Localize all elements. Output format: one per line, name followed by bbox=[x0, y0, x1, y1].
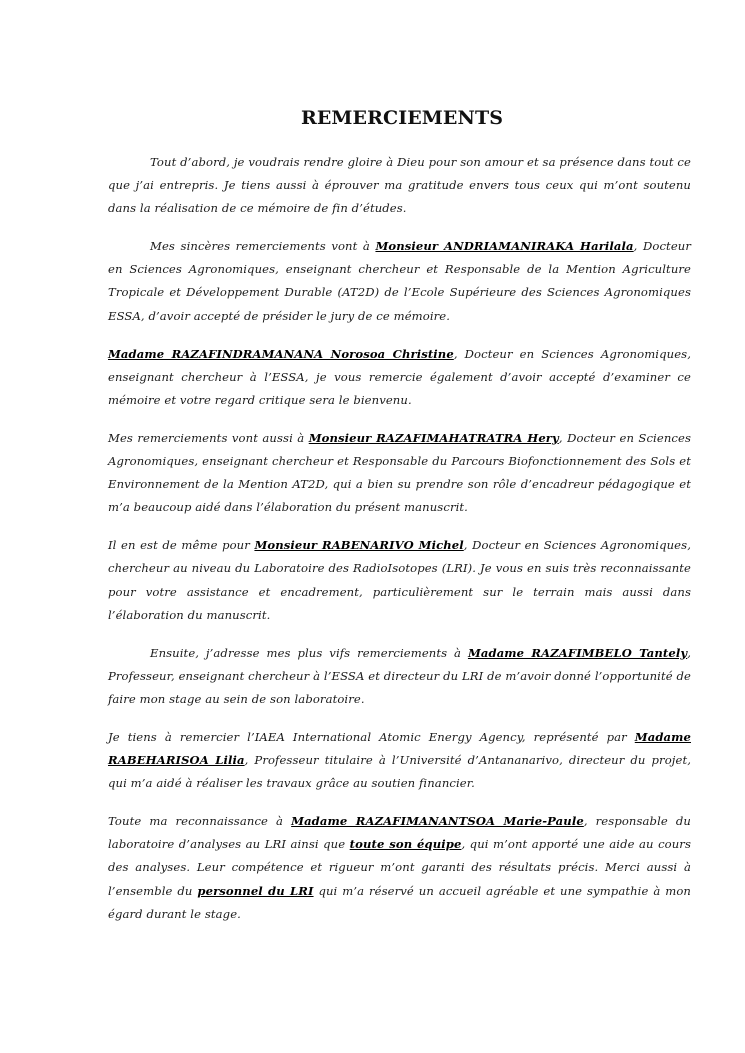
paragraph-2-pre: Mes sincères remerciements vont à bbox=[150, 239, 376, 254]
paragraph-5-pre: Il en est de même pour bbox=[108, 538, 255, 553]
paragraph-5-post: , Docteur en Sciences Agronomiques, chercheur au niveau du Laboratoire des RadioIsotopes (LRI). Je vous en suis très reconnaissante pour votre assistance et encadrement, particulièrement sur le terrain mais aussi dans l’élaboration du manuscrit. bbox=[108, 538, 691, 622]
paragraph-6-pre: Ensuite, j’adresse mes plus vifs remerciements à bbox=[150, 645, 468, 660]
name-razafimanantsoa: Madame RAZAFIMANANTSOA Marie-Paule bbox=[291, 814, 584, 829]
paragraph-6-post: , Professeur, enseignant chercheur à l’ESSA et directeur du LRI de m’avoir donné l’opportunité de faire mon stage au sein de son laboratoire. bbox=[108, 645, 691, 706]
paragraph-2-post: , Docteur en Sciences Agronomiques, enseignant chercheur et Responsable de la Mention Agriculture Tropicale et Développement Durable (AT2D) de l’Ecole Supérieure des Sciences Agronomiques ESSA, d’avoir accepté de présider le jury de ce mémoire. bbox=[108, 239, 691, 323]
paragraph-7-pre: Je tiens à remercier l’IAEA International Atomic Energy Agency, représenté par bbox=[108, 729, 635, 744]
paragraph-4-pre: Mes remerciements vont aussi à bbox=[108, 430, 309, 445]
paragraph-8 bbox=[108, 810, 691, 925]
page-title: REMERCIEMENTS bbox=[300, 107, 504, 129]
name-razafimahatratra: Monsieur RAZAFIMAHATRATRA Hery bbox=[308, 430, 559, 445]
paragraph-5 bbox=[108, 534, 691, 626]
paragraph-2 bbox=[108, 235, 691, 327]
name-rabeharisoa: Madame RABEHARISOA Lilia bbox=[108, 729, 691, 768]
name-andriamaniraka: Monsieur ANDRIAMANIRAKA Harilala bbox=[375, 239, 634, 254]
paragraph-8-post: qui m’a réservé un accueil agréable et une sympathie à mon égard durant le stage. bbox=[108, 883, 691, 921]
staff-mention: personnel du LRI bbox=[197, 883, 314, 898]
paragraph-1-text: Tout d’abord, je voudrais rendre gloire à Dieu pour son amour et sa présence dans tout ce que j’ai entrepris. Je tiens aussi à éprouver ma gratitude envers tous ceux qui m’ont soutenu dans la réalisation de ce mémoire de fin d’études. bbox=[108, 155, 691, 216]
name-rabenarivo: Monsieur RABENARIVO Michel bbox=[254, 538, 464, 553]
paragraph-3 bbox=[108, 343, 691, 412]
paragraph-8-mid2: , qui m’ont apporté une aide au cours des analyses. Leur compétence et rigueur m’ont garanti des résultats précis. Merci aussi à l’ensemble du bbox=[108, 837, 692, 898]
paragraph-7-post: , Professeur titulaire à l’Université d’Antananarivo, directeur du projet, qui m’a aidé à réaliser les travaux grâce au soutien financier. bbox=[108, 753, 691, 791]
paragraph-3-post: , Docteur en Sciences Agronomiques, enseignant chercheur à l’ESSA, je vous remercie également d’avoir accepté d’examiner ce mémoire et votre regard critique sera le bienvenu. bbox=[108, 346, 691, 407]
paragraph-7 bbox=[108, 726, 691, 795]
paragraph-4 bbox=[108, 427, 691, 519]
name-razafindramanana: Madame RAZAFINDRAMANANA Norosoa Christine bbox=[108, 346, 454, 361]
team-mention: toute son équipe bbox=[349, 837, 462, 852]
document-page bbox=[108, 104, 691, 941]
paragraph-8-mid1: , responsable du laboratoire d’analyses au LRI ainsi que bbox=[108, 814, 691, 852]
paragraph-8-pre: Toute ma reconnaissance à bbox=[108, 814, 292, 829]
paragraph-1 bbox=[108, 151, 691, 220]
paragraph-4-post: , Docteur en Sciences Agronomiques, enseignant chercheur et Responsable du Parcours Biofonctionnement des Sols et Environnement de la Mention AT2D, qui a bien su prendre son rôle d’encadreur pédagogique et m’a beaucoup aidé dans l’élaboration du présent manuscrit. bbox=[108, 430, 692, 515]
paragraph-6 bbox=[108, 642, 691, 711]
name-razafimbelo: Madame RAZAFIMBELO Tantely bbox=[467, 645, 688, 660]
